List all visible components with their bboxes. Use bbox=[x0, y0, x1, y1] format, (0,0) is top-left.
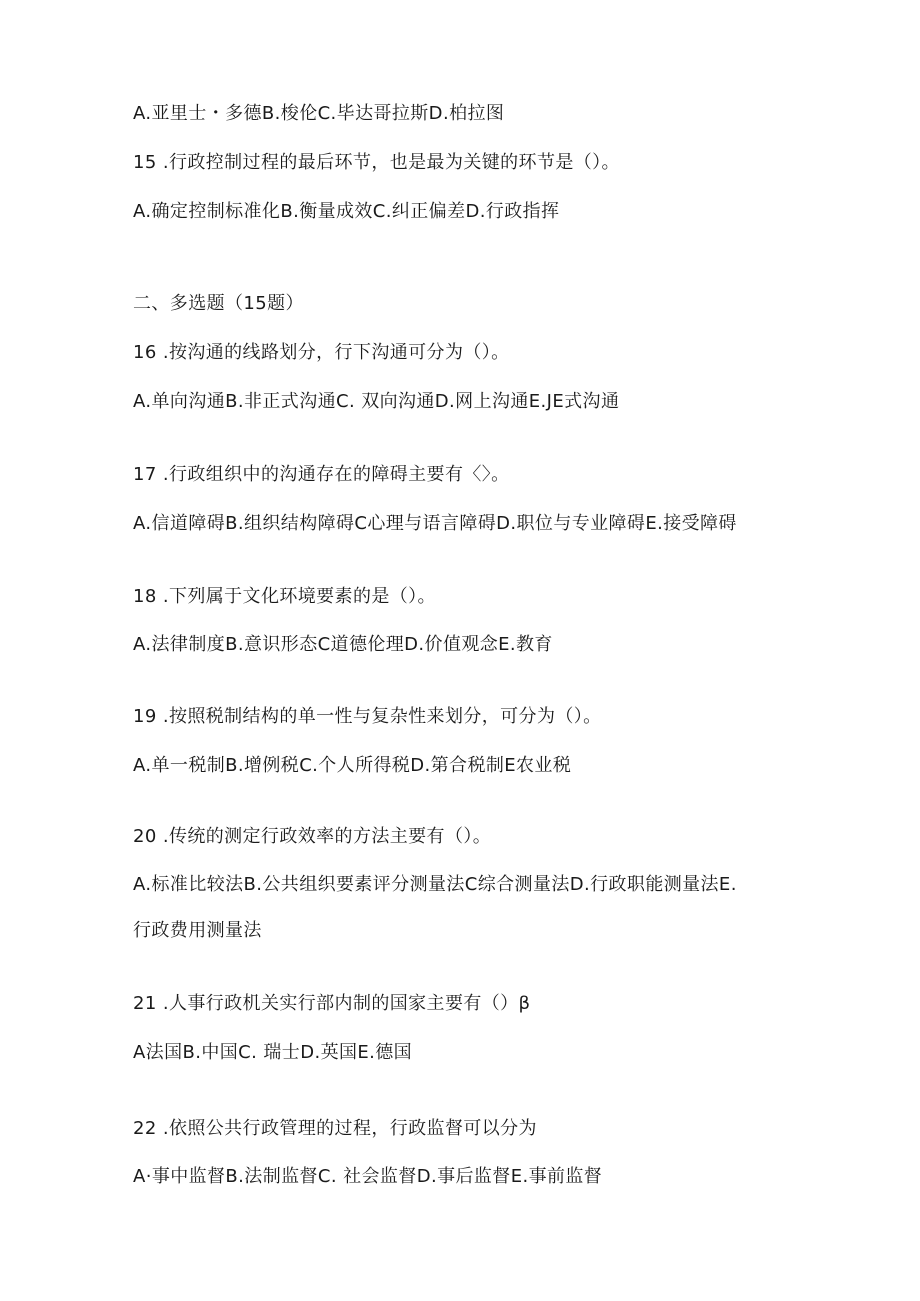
q15-question: 15 .行政控制过程的最后环节，也是最为关键的环节是（）。 bbox=[133, 152, 620, 173]
q18-question: 18 .下列属于文化环境要素的是（）。 bbox=[133, 586, 436, 607]
q15-options: A.确定控制标准化B.衡量成效C.纠正偏差D.行政指挥 bbox=[133, 201, 560, 222]
q17-question: 17 .行政组织中的沟通存在的障碍主要有〈〉。 bbox=[133, 464, 510, 485]
q14-options: A.亚里士・多德B.梭伦C.毕达哥拉斯D.柏拉图 bbox=[133, 103, 505, 124]
q18-options: A.法律制度B.意识形态C道德伦理D.价值观念E.教育 bbox=[133, 634, 553, 655]
q16-question: 16 .按沟通的线路划分，行下沟通可分为（）。 bbox=[133, 342, 510, 363]
q16-options: A.单向沟通B.非正式沟通C. 双向沟通D.网上沟通E.JE式沟通 bbox=[133, 391, 620, 412]
q20-question: 20 .传统的测定行政效率的方法主要有（）。 bbox=[133, 826, 492, 847]
q19-question: 19 .按照税制结构的单一性与复杂性来划分，可分为（）。 bbox=[133, 706, 602, 727]
q22-options: A·事中监督B.法制监督C. 社会监督D.事后监督E.事前监督 bbox=[133, 1166, 603, 1187]
q17-options: A.信道障碍B.组织结构障碍C心理与语言障碍D.职位与专业障碍E.接受障碍 bbox=[133, 513, 737, 534]
q21-options: A法国B.中国C. 瑞士D.英国E.德国 bbox=[133, 1042, 413, 1063]
q22-question: 22 .依照公共行政管理的过程，行政监督可以分为 bbox=[133, 1118, 537, 1139]
q21-question: 21 .人事行政机关实行部内制的国家主要有（）β bbox=[133, 993, 531, 1014]
q20-options-continued: 行政费用测量法 bbox=[133, 920, 262, 941]
section-heading-multiple-choice: 二、多选题（15题） bbox=[133, 293, 304, 314]
q20-options: A.标准比较法B.公共组织要素评分测量法C综合测量法D.行政职能测量法E. bbox=[133, 874, 737, 895]
q19-options: A.单一税制B.增例税C.个人所得税D.第合税制E农业税 bbox=[133, 755, 572, 776]
